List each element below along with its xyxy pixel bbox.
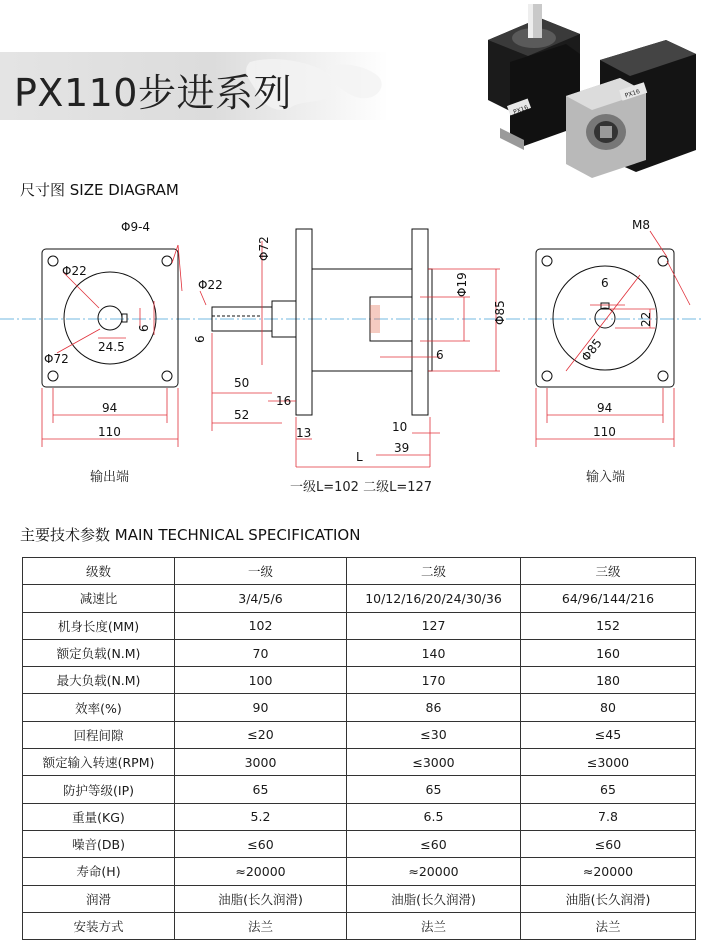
dim-pcd-right: Φ85 (578, 335, 605, 365)
table-cell: ≤45 (521, 721, 696, 748)
table-cell: ≤3000 (521, 749, 696, 776)
table-row-header: 效率(%) (23, 694, 175, 721)
dim-keyway-6: 6 (436, 348, 444, 362)
dim-keyh-right: 22 (639, 311, 653, 327)
table-row-header: 最大负载(N.M) (23, 667, 175, 694)
table-cell: 10/12/16/20/24/30/36 (347, 585, 521, 612)
table-cell: 170 (347, 667, 521, 694)
table-cell: 65 (521, 776, 696, 803)
table-row (23, 830, 696, 857)
dim-shaft-50: 50 (234, 376, 250, 390)
table-cell: 152 (521, 612, 696, 639)
table-row (23, 749, 696, 776)
table-cell: 三级 (521, 558, 696, 585)
table-row (23, 639, 696, 666)
table-row (23, 803, 696, 830)
keyway-hatch (370, 305, 380, 333)
table-row-header: 机身长度(MM) (23, 612, 175, 639)
product-label-text: PX16 (512, 104, 530, 116)
table-cell: ≈20000 (521, 858, 696, 885)
dim-sq-outer-left: 110 (98, 425, 121, 439)
dim-key-h-left: 24.5 (98, 340, 125, 354)
dim-flange-16: 16 (276, 394, 292, 408)
dim-hole-left: Φ9-4 (121, 220, 151, 234)
title-banner (0, 52, 388, 120)
table-row (23, 776, 696, 803)
table-cell: 二级 (347, 558, 521, 585)
dim-key-right: 6 (601, 276, 609, 290)
table-cell: 140 (347, 639, 521, 666)
product-photo (470, 0, 702, 180)
table-row-header: 额定输入转速(RPM) (23, 749, 175, 776)
table-row-header: 防护等级(IP) (23, 776, 175, 803)
table-row-header: 重量(KG) (23, 803, 175, 830)
table-cell: 100 (175, 667, 347, 694)
table-row (23, 612, 696, 639)
table-cell: 180 (521, 667, 696, 694)
gearbox-front (566, 40, 696, 178)
dim-shaft-d: Φ22 (198, 278, 223, 292)
table-row (23, 885, 696, 912)
table-cell: 油脂(长久润滑) (175, 885, 347, 912)
table-cell: 法兰 (521, 912, 696, 939)
input-end-label: 输入端 (586, 470, 626, 485)
table-cell: 油脂(长久润滑) (521, 885, 696, 912)
table-cell: 90 (175, 694, 347, 721)
table-cell: ≤60 (175, 830, 347, 857)
table-cell: 64/96/144/216 (521, 585, 696, 612)
table-cell: 一级 (175, 558, 347, 585)
dim-10: 10 (392, 420, 408, 434)
table-row-header: 寿命(H) (23, 858, 175, 885)
input-end-view (536, 249, 674, 387)
table-cell: 6.5 (347, 803, 521, 830)
table-row (23, 858, 696, 885)
page-title: PX110步进系列 (14, 71, 292, 115)
table-cell: 3000 (175, 749, 347, 776)
length-note: 一级L=102 二级L=127 (290, 480, 433, 495)
table-row (23, 667, 696, 694)
table-row (23, 721, 696, 748)
spec-table-body (23, 558, 696, 940)
table-cell: ≤60 (521, 830, 696, 857)
size-diagram (0, 205, 702, 505)
table-row-header: 减速比 (23, 585, 175, 612)
table-cell: 70 (175, 639, 347, 666)
dim-39: 39 (394, 441, 410, 455)
dim-flange-13: 13 (296, 426, 312, 440)
table-row-header: 安装方式 (23, 912, 175, 939)
table-cell: 160 (521, 639, 696, 666)
table-cell: 7.8 (521, 803, 696, 830)
output-end-dim-labels (44, 220, 151, 439)
table-cell: 65 (175, 776, 347, 803)
table-cell: ≤60 (347, 830, 521, 857)
table-cell: ≈20000 (175, 858, 347, 885)
dim-sq-outer-right: 110 (593, 425, 616, 439)
dim-L: L (356, 450, 363, 464)
input-end-dim-labels (579, 218, 653, 439)
table-row-header: 润滑 (23, 885, 175, 912)
table-cell: 法兰 (175, 912, 347, 939)
dim-sq-inner-left: 94 (102, 401, 118, 415)
dim-pilot-side: Φ72 (257, 236, 271, 261)
spec-table (22, 557, 696, 940)
table-row-header: 额定负载(N.M) (23, 639, 175, 666)
table-cell: ≈20000 (347, 858, 521, 885)
table-row (23, 585, 696, 612)
table-cell: 80 (521, 694, 696, 721)
table-cell: 法兰 (347, 912, 521, 939)
dim-bore-left: Φ22 (62, 264, 87, 278)
dim-tap-right: M8 (632, 218, 650, 232)
table-row-header: 噪音(DB) (23, 830, 175, 857)
table-row (23, 558, 696, 585)
table-row (23, 912, 696, 939)
table-row-header: 级数 (23, 558, 175, 585)
dim-sq-inner-right: 94 (597, 401, 613, 415)
table-cell: 油脂(长久润滑) (347, 885, 521, 912)
side-view-dim-labels (193, 236, 507, 464)
table-row-header: 回程间隙 (23, 721, 175, 748)
product-label-2-text: PX16 (624, 88, 641, 100)
size-diagram-title: 尺寸图 SIZE DIAGRAM (20, 181, 179, 199)
table-cell: 65 (347, 776, 521, 803)
dim-key-w-left: 6 (137, 324, 151, 332)
table-cell: 86 (347, 694, 521, 721)
dim-shaft-key: 6 (193, 335, 207, 343)
table-cell: ≤3000 (347, 749, 521, 776)
output-end-label: 输出端 (90, 470, 130, 485)
table-cell: ≤30 (347, 721, 521, 748)
dim-bore-19: Φ19 (455, 272, 469, 297)
dim-pcd-left: Φ72 (44, 352, 69, 366)
table-cell: 5.2 (175, 803, 347, 830)
table-row (23, 694, 696, 721)
table-cell: 3/4/5/6 (175, 585, 347, 612)
table-cell: ≤20 (175, 721, 347, 748)
table-cell: 102 (175, 612, 347, 639)
spec-title: 主要技术参数 MAIN TECHNICAL SPECIFICATION (20, 526, 361, 544)
table-cell: 127 (347, 612, 521, 639)
dim-bore-85: Φ85 (493, 300, 507, 325)
dim-shaft-52: 52 (234, 408, 250, 422)
